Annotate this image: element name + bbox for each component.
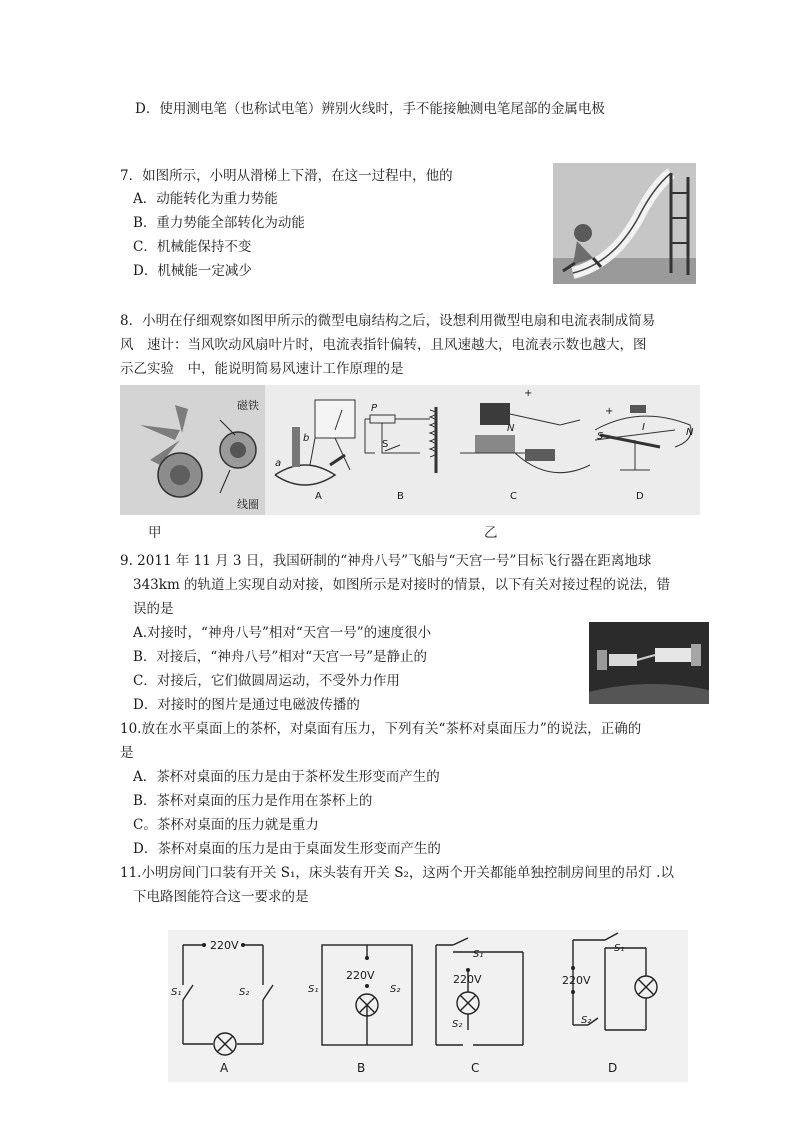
label-plus-c: +: [524, 388, 533, 399]
q9-option-a: A.对接时，“神舟八号”相对“天宫一号”的速度很小: [133, 625, 432, 641]
q8-line1: 8．小明在仔细观察如图甲所示的微型电扇结构之后，设想利用微型电扇和电流表制成简易: [120, 313, 656, 329]
q9-option-d: D．对接时的图片是通过电磁波传播的: [133, 697, 360, 713]
q10-line2: 是: [120, 745, 134, 761]
voltage-c: 220V: [453, 973, 482, 986]
s1-b: S₁: [308, 984, 319, 995]
option-a-label: A: [315, 491, 322, 502]
q10-option-d: D．茶杯对桌面的压力是由于桌面发生形变而产生的: [133, 841, 441, 857]
label-n-c: N: [507, 423, 515, 434]
caption-yi: 乙: [484, 525, 498, 541]
option-b-label: B: [397, 491, 404, 502]
q7-stem: 7．如图所示，小明从滑梯上下滑，在这一过程中，他的: [120, 168, 453, 184]
q11-circuit-art: [168, 930, 688, 1082]
s1-a: S₁: [171, 987, 182, 998]
q9-line3: 误的是: [133, 601, 174, 617]
docking-illustration: [589, 622, 709, 704]
s2-a: S₂: [239, 987, 250, 998]
s2-d: S₂: [581, 1015, 592, 1026]
s1-d: S₁: [614, 943, 625, 954]
docking-photo: [589, 622, 709, 704]
label-a-small: a: [275, 458, 282, 469]
option-d-label: D: [636, 491, 644, 502]
s1-c: S₁: [473, 949, 484, 960]
voltage-a: 220V: [210, 939, 239, 952]
label-s: S: [382, 439, 389, 450]
magnet-label: 磁铁: [237, 399, 259, 412]
q7-option-c: C．机械能保持不变: [133, 239, 252, 255]
q10-option-c: C。茶杯对桌面的压力就是重力: [133, 817, 319, 833]
circuit-c-label: C: [471, 1061, 480, 1075]
label-n-d: N: [686, 427, 694, 438]
q9-option-c: C．对接后，它们做圆周运动，不受外力作用: [133, 673, 400, 689]
voltage-d: 220V: [562, 974, 591, 987]
circuit-b-label: B: [357, 1061, 366, 1075]
label-p: P: [371, 403, 378, 414]
q8-line2: 风 速计：当风吹动风扇叶片时，电流表指针偏转，且风速越大，电流表示数也越大，图: [120, 337, 647, 353]
q7-option-d: D．机械能一定减少: [133, 263, 252, 279]
q8-figures: [120, 385, 700, 515]
slide-illustration: [553, 163, 696, 284]
circuit-d-label: D: [608, 1061, 618, 1075]
q9-option-b: B．对接后，“神舟八号”相对“天宫一号”是静止的: [133, 649, 428, 665]
s2-b: S₂: [390, 984, 401, 995]
label-s-d: S: [597, 431, 604, 442]
label-i: I: [642, 422, 645, 433]
q10-option-b: B．茶杯对桌面的压力是作用在茶杯上的: [133, 793, 373, 809]
label-plus-d: +: [605, 406, 614, 417]
label-b-small: b: [303, 433, 310, 444]
caption-jia: 甲: [148, 525, 162, 541]
q7-option-a: A．动能转化为重力势能: [133, 191, 278, 207]
slide-photo: [553, 163, 696, 284]
q10-line1: 10.放在水平桌面上的茶杯，对桌面有压力，下列有关“茶杯对桌面压力”的说法，正确的: [120, 721, 642, 737]
q6-option-d: D．使用测电笔（也称试电笔）辨别火线时，手不能接触测电笔尾部的金属电极: [135, 101, 605, 117]
q11-circuits: [168, 930, 688, 1082]
q9-line1: 9. 2011 年 11 月 3 日，我国研制的“神舟八号”飞船与“天宫一号”目标飞行器在距离地球: [120, 553, 652, 569]
q9-line2: 343km 的轨道上实现自动对接，如图所示是对接时的情景，以下有关对接过程的说法，错: [133, 577, 671, 593]
coil-label: 线圈: [237, 498, 259, 511]
option-c-label: C: [510, 491, 517, 502]
q11-line2: 下电路图能符合这一要求的是: [133, 889, 309, 905]
q8-line3: 示乙实验 中，能说明简易风速计工作原理的是: [120, 361, 404, 377]
q10-option-a: A．茶杯对桌面的压力是由于茶杯发生形变而产生的: [133, 769, 440, 785]
voltage-b: 220V: [346, 969, 375, 982]
q7-option-b: B．重力势能全部转化为动能: [133, 215, 305, 231]
q11-line1: 11.小明房间门口装有开关 S₁，床头装有开关 S₂，这两个开关都能单独控制房间里的吊灯 .以: [120, 865, 674, 881]
s2-c: S₂: [452, 1019, 463, 1030]
circuit-a-label: A: [220, 1061, 229, 1075]
q8-figure-art: [120, 385, 700, 515]
